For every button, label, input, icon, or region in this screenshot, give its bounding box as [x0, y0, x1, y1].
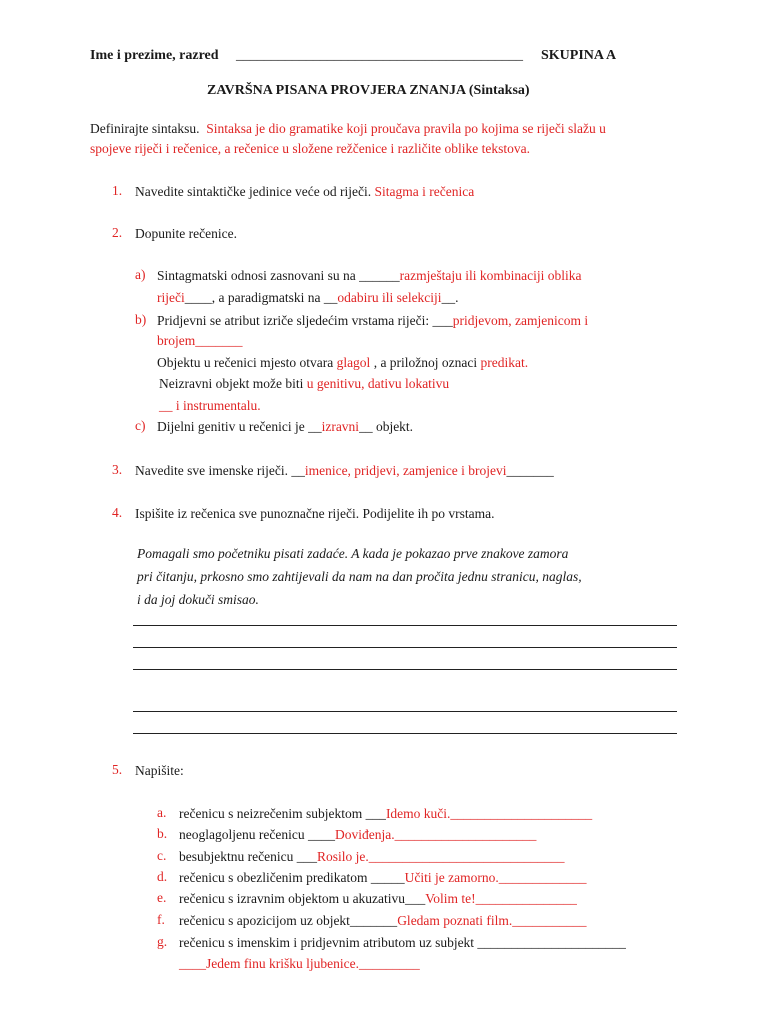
intro-answer-line1: Sintaksa je dio gramatike koji proučava pravila po kojima se riječi slažu u — [206, 121, 606, 136]
answer-line[interactable] — [133, 669, 677, 670]
q3-text: Navedite sve imenske riječi. __ — [135, 463, 305, 478]
q2b-label: b) — [135, 312, 147, 327]
q2a-text2: ____, a paradigmatski na __ — [184, 290, 338, 305]
q5e-end: _______________ — [475, 891, 577, 906]
q2b-line2 — [157, 331, 243, 351]
q1-line — [135, 182, 474, 202]
q5g-end: _________ — [358, 956, 420, 971]
q5d-answer: Učiti je zamorno. — [404, 870, 499, 885]
q5f-line — [179, 911, 587, 931]
q1-answer: Sitagma i rečenica — [374, 184, 475, 199]
q3-line — [135, 461, 554, 481]
q2b-answer-instr: i instrumentalu. — [172, 398, 261, 413]
name-blank[interactable]: _________________________________________ — [236, 48, 523, 63]
q4-passage-line1: Pomagali smo početniku pisati zadaće. A kada je pokazao prve znakove zamora — [137, 546, 569, 561]
q2b-text1: Pridjevni se atribut izriče sljedećim vrstama riječi: ___ — [157, 313, 453, 328]
q5a-text: rečenicu s neizrečenim subjektom ___ — [179, 806, 386, 821]
q2b-answer1-cont: brojem — [157, 333, 196, 348]
q2c-label: c) — [135, 418, 146, 433]
q5b-text: neoglagoljenu rečenicu ____ — [179, 827, 335, 842]
q5e-text: rečenicu s izravnim objektom u akuzativu___ — [179, 891, 426, 906]
q2b-answer1: pridjevom, zamjenicom i — [452, 313, 589, 328]
q5c-line — [179, 847, 564, 867]
q1-text: Navedite sintaktičke jedinice veće od riječi. — [135, 184, 372, 199]
q3-end: _______ — [506, 463, 554, 478]
q5g-label: g. — [157, 934, 168, 949]
q2-text: Dopunite rečenice. — [135, 226, 237, 241]
q2a-line1 — [157, 266, 581, 286]
q5g-line — [179, 933, 626, 953]
q2a-end: __. — [441, 290, 459, 305]
q5b-line — [179, 825, 536, 845]
q2b-text5: __ — [159, 398, 173, 413]
q2b-answer-cases: u genitivu, dativu lokativu — [306, 376, 450, 391]
answer-line[interactable] — [133, 733, 677, 734]
q5e-label: e. — [157, 890, 167, 905]
q5a-line — [179, 804, 592, 824]
q2b-line3 — [157, 353, 528, 373]
q2b-answer-glagol: glagol — [336, 355, 371, 370]
q2a-text1: Sintagmatski odnosi zasnovani su na ______ — [157, 268, 400, 283]
q2b-line4 — [159, 374, 449, 394]
q3-number: 3. — [112, 462, 123, 477]
q5-number: 5. — [112, 762, 123, 777]
q5a-end: _____________________ — [450, 806, 593, 821]
q2b-answer-predikat: predikat. — [480, 355, 529, 370]
q5b-end: _____________________ — [394, 827, 537, 842]
q5c-text: besubjektnu rečenicu ___ — [179, 849, 317, 864]
q5c-label: c. — [157, 848, 167, 863]
q5f-answer: Gledam poznati film. — [397, 913, 513, 928]
q2b-text3: Objektu u rečenici mjesto otvara — [157, 355, 337, 370]
q1-number: 1. — [112, 183, 123, 198]
q2b-blank: _______ — [195, 333, 243, 348]
q5a-answer: Idemo kuči. — [385, 806, 451, 821]
answer-line[interactable] — [133, 647, 677, 648]
q5g-answer: Jedem finu krišku ljubenice. — [206, 956, 359, 971]
q2a-answer1: razmještaju ili kombinaciji oblika — [399, 268, 582, 283]
answer-line[interactable] — [133, 625, 677, 626]
q5c-answer: Rosilo je. — [316, 849, 369, 864]
q5b-answer: Doviđenja. — [334, 827, 395, 842]
q2a-answer2: odabiru ili selekciji — [337, 290, 442, 305]
q2b-line5 — [159, 396, 261, 416]
q5d-line — [179, 868, 587, 888]
q2c-text: Dijelni genitiv u rečenici je __ — [157, 419, 322, 434]
q5b-label: b. — [157, 826, 168, 841]
q5d-end: _____________ — [498, 870, 587, 885]
q5d-label: d. — [157, 869, 168, 884]
page-title: ZAVRŠNA PISANA PROVJERA ZNANJA (Sintaksa) — [207, 83, 530, 98]
q5d-text: rečenicu s obezličenim predikatom _____ — [179, 870, 405, 885]
q2c-line — [157, 417, 413, 437]
q4-passage-line3: i da joj dokuči smisao. — [137, 592, 259, 607]
intro-prompt: Definirajte sintaksu. — [90, 121, 200, 136]
q3-answer: imenice, pridjevi, zamjenice i brojevi — [304, 463, 507, 478]
group-label: SKUPINA A — [541, 48, 617, 63]
intro-line1 — [90, 119, 606, 139]
q5-text: Napišite: — [135, 763, 184, 778]
q5g-text: rečenicu s imenskim i pridjevnim atributom uz subjekt ______________________ — [179, 935, 626, 950]
q2b-text3-mid: , a priložnoj oznaci — [370, 355, 481, 370]
name-label: Ime i prezime, razred — [90, 48, 219, 63]
q5c-end: _____________________________ — [368, 849, 565, 864]
q2-number: 2. — [112, 225, 123, 240]
q4-number: 4. — [112, 505, 123, 520]
q5g-line2 — [179, 954, 420, 974]
q4-text: Ispišite iz rečenica sve punoznačne riječi. Podijelite ih po vrstama. — [135, 506, 495, 521]
q5f-end: ___________ — [512, 913, 587, 928]
q5f-text: rečenicu s apozicijom uz objekt_______ — [179, 913, 398, 928]
q5e-line — [179, 889, 577, 909]
intro-answer-line2: spojeve riječi i rečenice, a rečenice u složene režčenice i različite oblike tekstova. — [90, 141, 531, 156]
q4-passage-line2: pri čitanju, prkosno smo zahtijevali da nam na dan pročita jednu stranicu, naglas, — [137, 569, 582, 584]
q2a-label: a) — [135, 267, 146, 282]
q2b-text4: Neizravni objekt može biti — [159, 376, 307, 391]
q2a-answer1-cont: riječi — [157, 290, 185, 305]
q2c-answer: izravni — [321, 419, 360, 434]
answer-line[interactable] — [133, 711, 677, 712]
q5f-label: f. — [157, 912, 165, 927]
q2b-line1 — [157, 311, 588, 331]
q2c-end: __ objekt. — [359, 419, 414, 434]
q5a-label: a. — [157, 805, 167, 820]
q2a-line2 — [157, 288, 458, 308]
q5e-answer: Volim te! — [425, 891, 476, 906]
q5g-start: ____ — [179, 956, 206, 971]
